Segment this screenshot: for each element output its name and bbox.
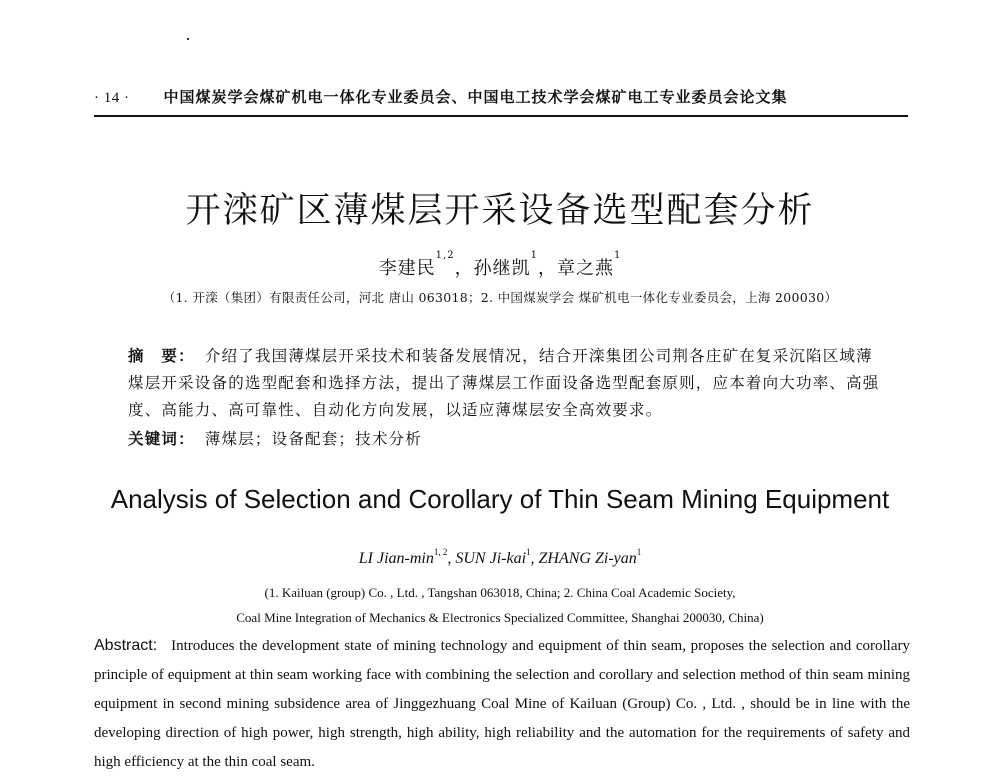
author-name: 李建民 (378, 258, 436, 279)
keywords-cn (128, 427, 888, 449)
abstract-cn (128, 343, 888, 424)
running-header (94, 86, 908, 107)
author-affil-mark: 1, 2 (433, 547, 448, 557)
english-abstract-text: Introduces the development state of mining technology and equipment of thin seam, proposes the selection and corollary principle of equipment at thin seam working face with combining the selection and corollary and selection method of thin seam mining equipment in second mining subsidence area of Jinggezhuang Coal Mine of Kailuan (Group) Co. , Ltd. , should be in line with the developing direction of high power, high strength, high ability, high reliability and the automation for the requirements of safety and high efficiency at the thin coal seam. (94, 638, 910, 770)
header-rule (94, 115, 908, 117)
author-list (0, 250, 1000, 280)
english-abstract (94, 631, 910, 777)
keywords-cn-text: 薄煤层；设备配套；技术分析 (204, 430, 422, 448)
scan-speck (187, 38, 189, 40)
english-affiliation-line: Coal Mine Integration of Mechanics & Electronics Specialized Committee, Shanghai 200030, China) (236, 610, 764, 625)
keywords-cn-label: 关键词： (128, 430, 195, 448)
author-separator: , (530, 550, 539, 567)
author-affil-mark: 1 (636, 547, 642, 557)
author-separator: ， (537, 258, 557, 279)
author-affil-mark: 1 (526, 547, 531, 557)
author-name: 孙继凯 (473, 258, 531, 279)
abstract-cn-text: 介绍了我国薄煤层开采技术和装备发展情况，结合开滦集团公司荆各庄矿在复采沉陷区域薄煤层开采设备的选型配套和选择方法，提出了薄煤层工作面设备选型配套原则，应本着向大功率、高强度、高能力、高可靠性、自动化方向发展，以适应薄煤层安全高效要求。 (128, 347, 880, 419)
author-name: 章之燕 (556, 258, 614, 279)
author-affil-mark: 1,2 (435, 250, 455, 261)
author-name: LI Jian-min (358, 550, 434, 567)
author-affil-mark: 1 (613, 250, 622, 261)
author-name: ZHANG Zi-yan (538, 550, 637, 567)
paper-title: 开滦矿区薄煤层开采设备选型配套分析 (185, 191, 815, 231)
author-separator: ， (454, 258, 474, 279)
author-affil-mark: 1 (530, 250, 538, 261)
english-abstract-label: Abstract: (94, 637, 158, 654)
abstract-cn-label: 摘 要： (128, 347, 195, 365)
running-title: 中国煤炭学会煤矿机电一体化专业委员会、中国电工技术学会煤矿电工专业委员会论文集 (163, 88, 788, 106)
author-name: SUN Ji-kai (455, 550, 527, 567)
english-affiliation-line: (1. Kailuan (group) Co. , Ltd. , Tangshan 063018, China; 2. China Coal Academic Society, (264, 585, 736, 600)
author-separator: , (447, 550, 456, 567)
affiliation: （1. 开滦（集团）有限责任公司，河北 唐山 063018；2. 中国煤炭学会 煤矿机电一体化专业委员会，上海 200030） (162, 290, 838, 305)
english-affiliation (0, 580, 1000, 630)
english-title: Analysis of Selection and Corollary of Thin Seam Mining Equipment (110, 484, 890, 514)
english-author-list (0, 547, 1000, 568)
page-number: · 14 · (94, 90, 130, 106)
